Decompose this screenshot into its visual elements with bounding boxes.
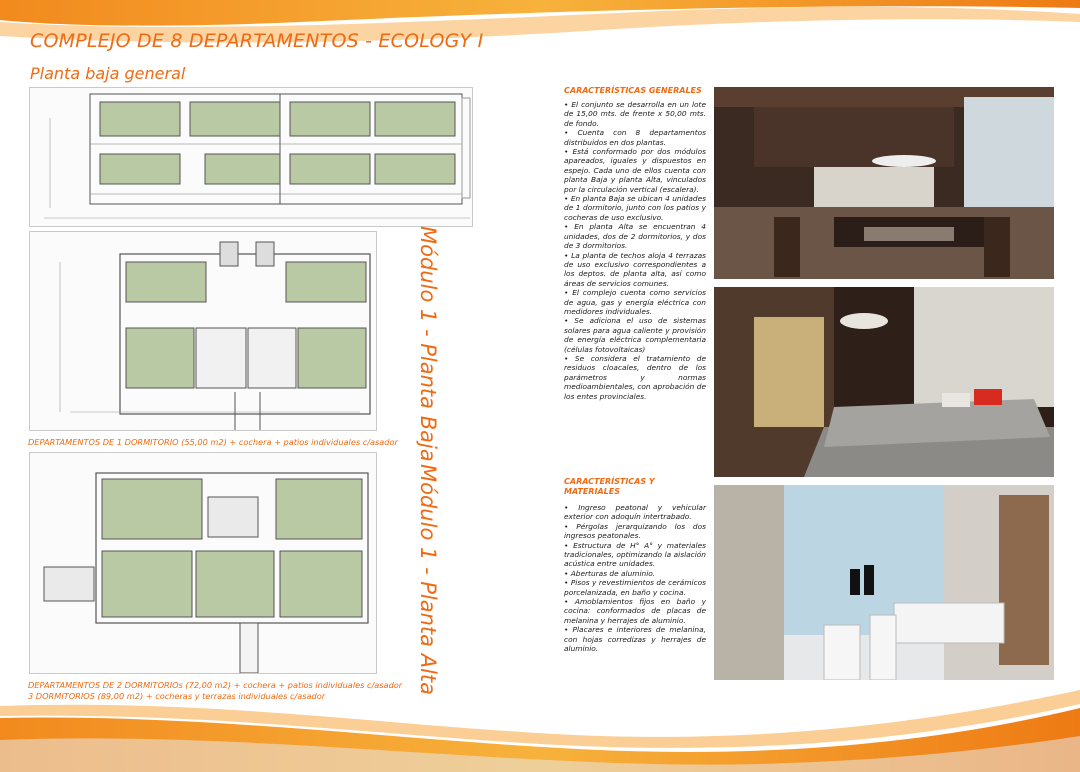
caption-three-bedroom: 3 DORMITORIOS (89,00 m2) + cocheras y terrazas individuales c/asador: [28, 691, 326, 701]
caption-one-bedroom: DEPARTAMENTOS DE 1 DORMITORIO (55,00 m2) + cochera + patios individuales c/asador: [28, 437, 398, 447]
section-title-generales: CARACTERÍSTICAS GENERALES: [564, 86, 702, 95]
list-item: • Pisos y revestimientos de cerámicos porcelanizada, en baño y cocina.: [564, 578, 706, 597]
list-item: • En planta Alta se encuentran 4 unidades, dos de 2 dormitorios, y dos de 3 dormitorios.: [564, 222, 706, 250]
plan-planta-alta-drawing: [30, 453, 376, 673]
list-item: • Pérgolas jerarquizando los dos ingresos peatonales.: [564, 522, 706, 541]
kitchen-render-icon: [714, 87, 1054, 279]
plan-general: [29, 87, 473, 227]
bathroom-photo: [714, 485, 1054, 680]
plan-planta-baja: [29, 231, 377, 431]
list-item: • Se adiciona el uso de sistemas solares para agua caliente y provisión de energía eléctrica complementaria (células fotovoltaicas): [564, 316, 706, 354]
plan-planta-baja-drawing: [30, 232, 376, 430]
bathroom-render-icon: [714, 485, 1054, 680]
list-caracteristicas-generales: [564, 100, 706, 401]
list-item: • El conjunto se desarrolla en un lote de 15,00 mts. de frente x 50,00 mts. de fondo.: [564, 100, 706, 128]
page-title: COMPLEJO DE 8 DEPARTAMENTOS - ECOLOGY I: [30, 30, 484, 52]
module-label-planta-alta: Módulo 1 - Planta Alta: [416, 464, 440, 696]
list-caracteristicas-materiales: [564, 503, 706, 654]
list-item: • El complejo cuenta como servicios de agua, gas y energía eléctrica con medidores individuales.: [564, 288, 706, 316]
list-item: • Estructura de H° A° y materiales tradicionales, optimizando la aislación acústica entre unidades.: [564, 541, 706, 569]
list-item: • Cuenta con 8 departamentos distribuidos en dos plantas.: [564, 128, 706, 147]
module-label-planta-baja: Módulo 1 - Planta Baja: [416, 226, 440, 462]
list-item: • Aberturas de aluminio.: [564, 569, 706, 578]
list-item: • Se considera el tratamiento de residuos cloacales, dentro de los parámetros y normas medioambientales, con aprobación de los entes provinciales.: [564, 354, 706, 401]
plan-planta-alta: [29, 452, 377, 674]
caption-two-bedroom: DEPARTAMENTOS DE 2 DORMITORIOs (72,00 m2) + cochera + patios individuales c/asador: [28, 680, 403, 690]
list-item: • En planta Baja se ubican 4 unidades de 1 dormitorio, junto con los patios y cocheras de uso exclusivo.: [564, 194, 706, 222]
list-item: • Placares e interiores de melanina, con hojas corredizas y herrajes de aluminio.: [564, 625, 706, 653]
list-item: • Está conformado por dos módulos apareados, iguales y dispuestos en espejo. Cada uno de ellos cuenta con planta Baja y planta Alta, vinculados por la circulación vertical (escalera).: [564, 147, 706, 194]
kitchen-photo: [714, 87, 1054, 279]
plan-general-drawing: [30, 88, 472, 226]
list-item: • La planta de techos aloja 4 terrazas de uso exclusivo correspondientes a los deptos. de planta alta, así como áreas de servicios comunes.: [564, 251, 706, 289]
section-title-materiales: CARACTERÍSTICAS Y MATERIALES: [564, 477, 655, 496]
bedroom-photo: [714, 287, 1054, 477]
bedroom-render-icon: [714, 287, 1054, 477]
page-subtitle: Planta baja general: [30, 64, 186, 83]
list-item: • Amoblamientos fijos en baño y cocina: conformados de placas de melanina y herrajes de aluminio.: [564, 597, 706, 625]
list-item: • Ingreso peatonal y vehicular exterior con adoquín intertrabado.: [564, 503, 706, 522]
